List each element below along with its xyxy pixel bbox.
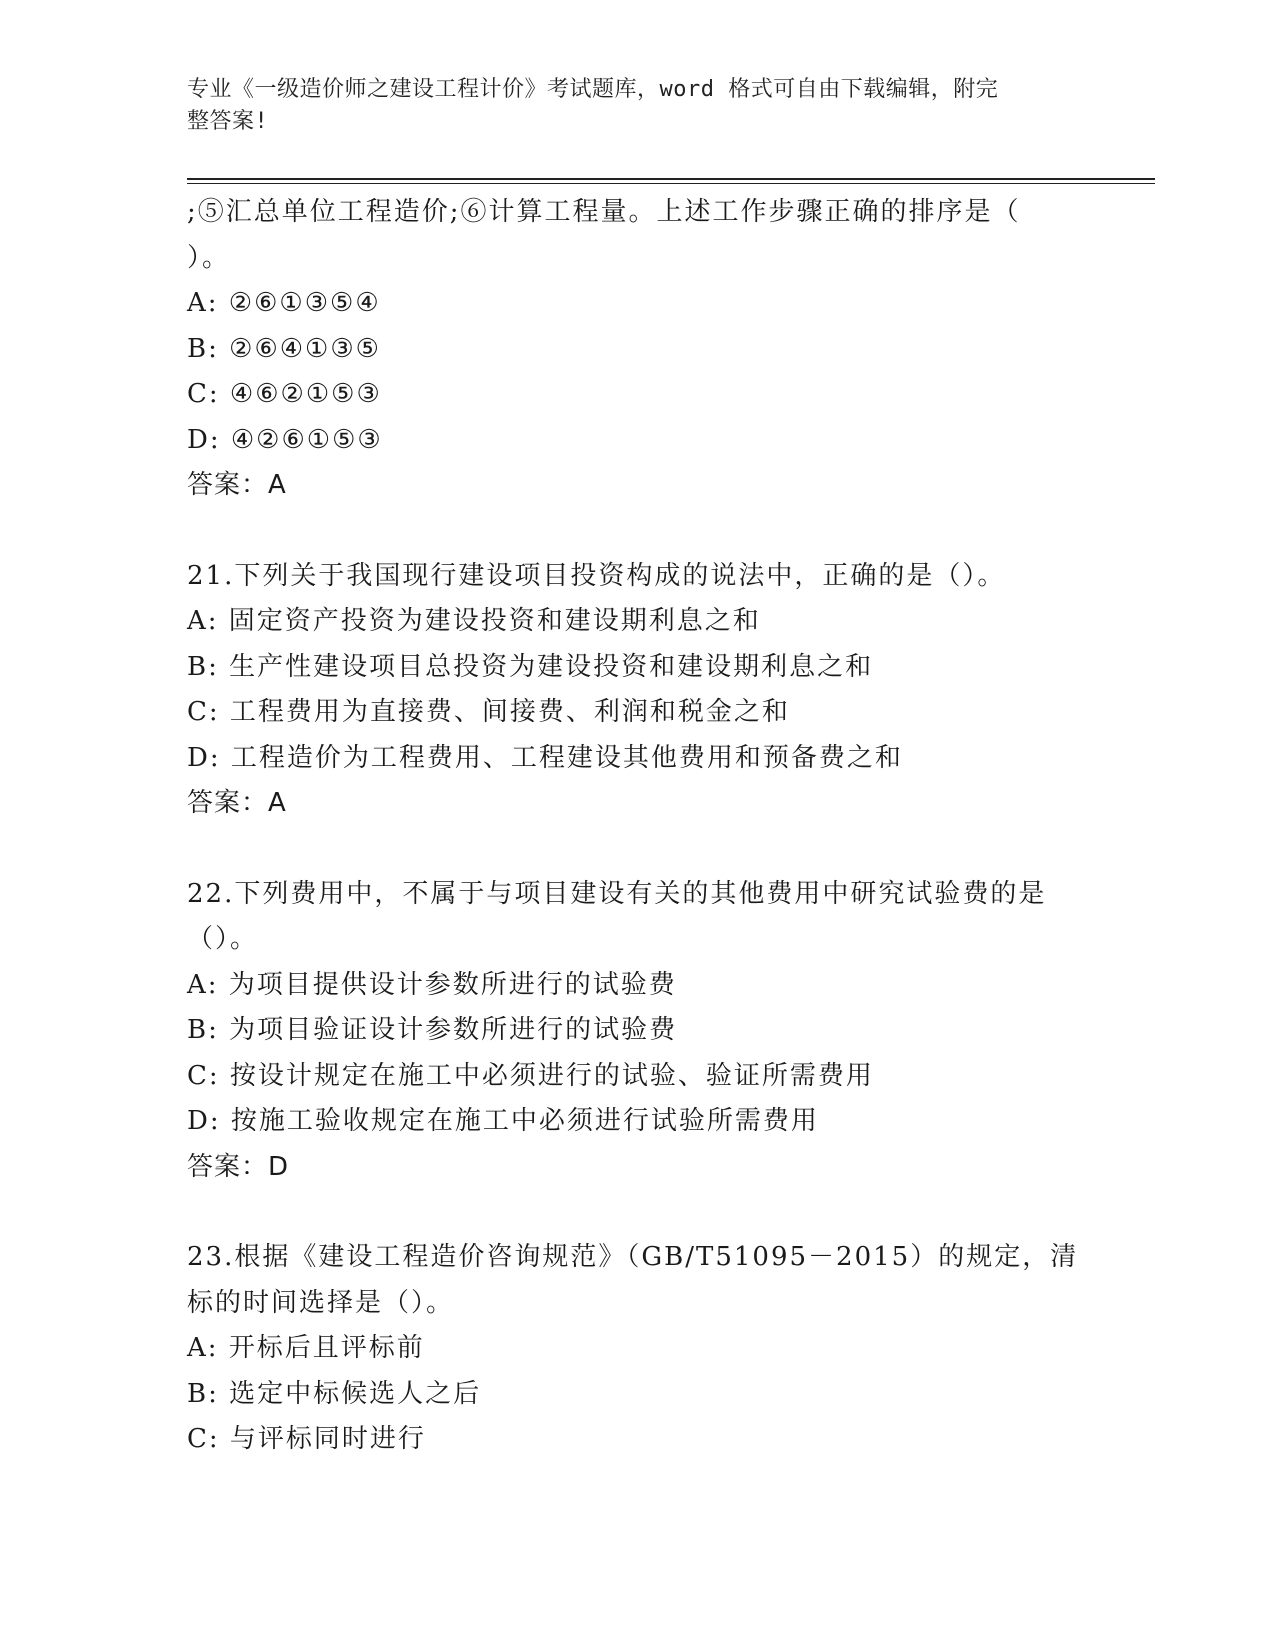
option-a: A: ②⑥①③⑤④ xyxy=(187,288,381,318)
option-a: A: 开标后且评标前 xyxy=(187,1333,425,1363)
spacer xyxy=(187,1190,1087,1235)
option-b: B: 为项目验证设计参数所进行的试验费 xyxy=(187,1015,678,1045)
question-stem: 22.下列费用中，不属于与项目建设有关的其他费用中研究试验费的是 xyxy=(187,878,1047,909)
question-20 xyxy=(187,190,1087,509)
option-d: D: ④②⑥①⑤③ xyxy=(187,424,383,455)
option-b: B: 生产性建设项目总投资为建设投资和建设期利息之和 xyxy=(187,651,874,682)
question-stem: ;⑤汇总单位工程造价;⑥计算工程量。上述工作步骤正确的排序是（ xyxy=(187,197,1021,227)
question-stem: ）。 xyxy=(187,242,231,273)
question-stem: 标的时间选择是（）。 xyxy=(187,1287,455,1318)
option-b: B: 选定中标候选人之后 xyxy=(187,1378,482,1409)
option-b: B: ②⑥④①③⑤ xyxy=(187,333,381,364)
spacer xyxy=(187,827,1087,872)
option-c: C: 工程费用为直接费、间接费、利润和税金之和 xyxy=(187,697,790,727)
option-c: C: 与评标同时进行 xyxy=(187,1424,426,1454)
question-21 xyxy=(187,554,1087,827)
question-23 xyxy=(187,1235,1087,1463)
question-22 xyxy=(187,872,1087,1191)
option-a: A: 固定资产投资为建设投资和建设期利息之和 xyxy=(187,606,761,636)
answer-line: 答案：A xyxy=(187,788,287,818)
page-header xyxy=(187,74,1067,138)
question-stem: （）。 xyxy=(187,924,259,954)
option-d: D: 按施工验收规定在施工中必须进行试验所需费用 xyxy=(187,1106,819,1136)
header-rule-thin xyxy=(187,183,1155,184)
spacer xyxy=(187,509,1087,554)
header-line-2: 整答案! xyxy=(187,109,269,134)
header-rule-thick xyxy=(187,178,1155,180)
option-a: A: 为项目提供设计参数所进行的试验费 xyxy=(187,969,677,1000)
option-d: D: 工程造价为工程费用、工程建设其他费用和预备费之和 xyxy=(187,742,903,773)
answer-line: 答案：D xyxy=(187,1151,290,1182)
answer-line: 答案：A xyxy=(187,470,287,500)
question-stem: 23.根据《建设工程造价咨询规范》（GB/T51095－2015）的规定，清 xyxy=(187,1242,1079,1272)
option-c: C: 按设计规定在施工中必须进行的试验、验证所需费用 xyxy=(187,1060,874,1091)
header-line-1: 专业《一级造价师之建设工程计价》考试题库，word 格式可自由下载编辑，附完 xyxy=(187,77,999,102)
question-stem: 21.下列关于我国现行建设项目投资构成的说法中，正确的是（）。 xyxy=(187,560,1006,591)
question-content xyxy=(187,190,1087,1463)
option-c: C: ④⑥②①⑤③ xyxy=(187,379,382,409)
